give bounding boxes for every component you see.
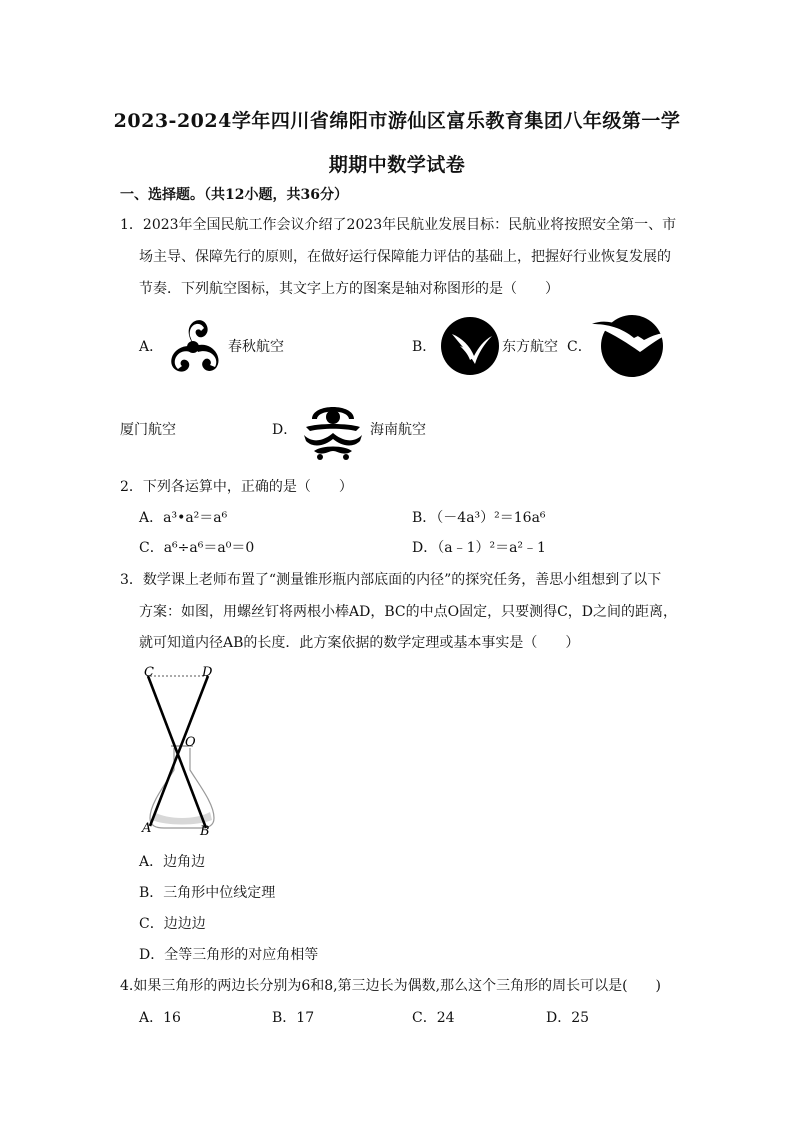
q1-line-3: 节奏．下列航空图标，其文字上方的图案是轴对称图形的是（ ） <box>139 281 559 297</box>
q3-label-a: A <box>142 821 152 836</box>
china-eastern-logo-icon <box>440 316 500 376</box>
q3-option-b: B．三角形中位线定理 <box>139 885 276 901</box>
q1-option-d-text: 海南航空 <box>370 422 426 438</box>
q4-option-a: A．16 <box>139 1010 181 1026</box>
q1-option-d-label: D． <box>272 422 298 438</box>
q2-option-b: B．（－4a³）²＝16a⁶ <box>412 510 546 526</box>
q4-option-b: B．17 <box>272 1010 315 1026</box>
q4-stem: 4.如果三角形的两边长分别为6和8,第三边长为偶数,那么这个三角形的周长可以是( ) <box>120 978 661 994</box>
q1-option-b-label: B． <box>412 339 437 355</box>
q2-stem: 2．下列各运算中，正确的是（ ） <box>120 479 353 495</box>
q2-option-a: A．a³•a²＝a⁶ <box>139 510 228 526</box>
q3-line-3: 就可知道内径AB的长度．此方案依据的数学定理或基本事实是（ ） <box>139 635 580 651</box>
q3-option-d: D．全等三角形的对应角相等 <box>139 947 319 963</box>
q2-option-c: C．a⁶÷a⁶＝a⁰＝0 <box>139 540 255 556</box>
spring-airlines-logo-icon <box>160 314 226 378</box>
q1-option-c-label: C． <box>567 339 592 355</box>
q1-option-b-text: 东方航空 <box>502 339 558 355</box>
section-heading: 一、选择题。（共12小题，共36分） <box>120 187 348 203</box>
q3-line-1: 3．数学课上老师布置了“测量锥形瓶内部底面的内径”的探究任务，善思小组想到了以下 <box>120 572 662 588</box>
q1-line-1: 1．2023年全国民航工作会议介绍了2023年民航业发展目标：民航业将按照安全第一、市 <box>120 217 677 233</box>
q2-option-d: D．（a﹣1）²＝a²﹣1 <box>412 540 546 556</box>
q3-option-c: C．边边边 <box>139 916 206 932</box>
q3-flask-figure <box>138 662 228 842</box>
q3-label-c: C <box>144 665 154 680</box>
q4-option-d: D．25 <box>546 1010 590 1026</box>
q3-label-d: D <box>202 665 213 680</box>
q1-option-c-text: 厦门航空 <box>120 422 176 438</box>
q1-option-a-text: 春秋航空 <box>228 339 284 355</box>
q3-option-a: A．边角边 <box>139 854 206 870</box>
q3-line-2: 方案：如图，用螺丝钉将两根小棒AD，BC的中点O固定，只要测得C，D之间的距离， <box>139 604 678 620</box>
q1-line-2: 场主导、保障先行的原则，在做好运行保障能力评估的基础上，把握好行业恢复发展的 <box>139 249 671 265</box>
q4-option-c: C．24 <box>412 1010 455 1026</box>
hainan-airlines-logo-icon <box>298 399 368 461</box>
xiamen-airlines-logo-icon <box>590 312 670 378</box>
title-line-1: 2023-2024学年四川省绵阳市游仙区富乐教育集团八年级第一学 <box>113 110 681 132</box>
q1-option-a-label: A． <box>139 339 164 355</box>
q3-label-b: B <box>200 824 210 839</box>
title-line-2: 期期中数学试卷 <box>328 154 466 176</box>
q3-label-o: O <box>185 735 196 750</box>
